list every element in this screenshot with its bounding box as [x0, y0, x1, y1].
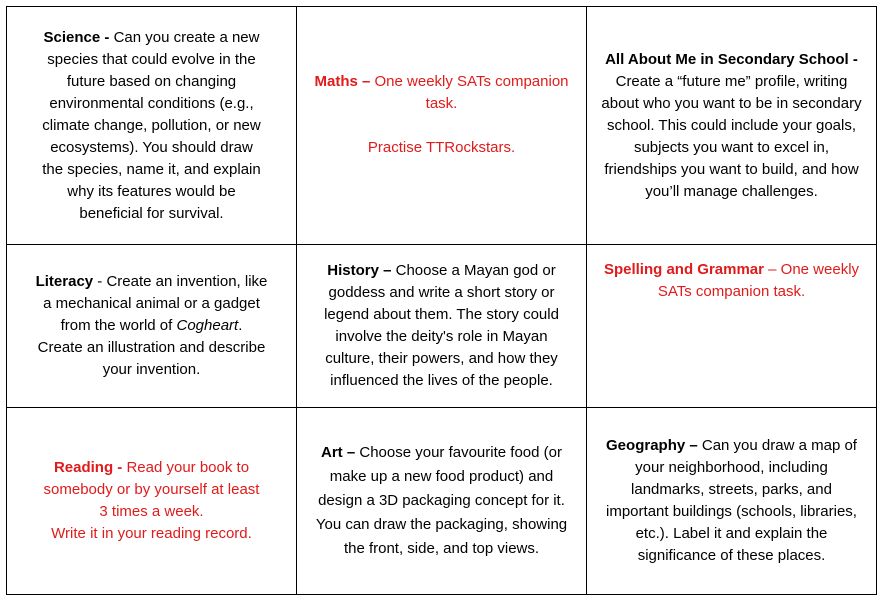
reading-text: Read your book to: [126, 458, 250, 476]
art-text: make up a new food product) and: [329, 467, 554, 485]
reading-text: Write it in your reading record.: [51, 524, 252, 542]
spelling-grammar-cell: [587, 245, 877, 407]
literacy-text: from the world of: [60, 317, 177, 335]
science-text: species that could evolve in the: [47, 50, 256, 68]
science-cell: [7, 7, 297, 245]
secondary-school-text: about who you want to be in secondary: [601, 94, 862, 112]
science-text: Can you create a new: [113, 28, 260, 46]
maths-text: One weekly SATs companion: [374, 72, 569, 90]
science-text: environmental conditions (e.g.,: [49, 94, 254, 112]
history-text: culture, their powers, and how they: [325, 350, 558, 368]
geography-text: important buildings (schools, libraries,: [606, 502, 857, 520]
art-text: the front, side, and top views.: [343, 539, 540, 557]
maths-text: Practise TTRockstars.: [367, 138, 516, 156]
maths-title: Maths –: [314, 72, 375, 90]
science-text: climate change, pollution, or new: [42, 116, 261, 134]
grid-row: [7, 245, 877, 407]
geography-text: your neighborhood, including: [635, 458, 828, 476]
science-text: why its features would be: [67, 182, 236, 200]
science-text: the species, name it, and explain: [42, 160, 261, 178]
history-text: legend about them. The story could: [324, 306, 559, 324]
literacy-title: Literacy: [35, 273, 94, 291]
reading-text: somebody or by yourself at least: [43, 480, 260, 498]
maths-text: task.: [425, 94, 458, 112]
reading-cell: [7, 407, 297, 594]
secondary-school-text: Create a “future me” profile, writing: [615, 72, 848, 90]
secondary-school-text: friendships you want to build, and how: [604, 160, 859, 178]
geography-cell: [587, 407, 877, 594]
art-title: Art –: [321, 443, 360, 461]
literacy-text: your invention.: [102, 361, 201, 379]
history-text: goddess and write a short story or: [328, 284, 555, 302]
spacer: [305, 159, 578, 181]
history-text: involve the deity's role in Mayan: [335, 328, 548, 346]
book-title: Cogheart: [176, 317, 239, 335]
history-text: Choose a Mayan god or: [395, 262, 556, 280]
spelling-grammar-text: – One weekly: [768, 261, 860, 279]
secondary-school-text: you’ll manage challenges.: [645, 182, 818, 200]
reading-title: Reading -: [53, 458, 127, 476]
secondary-school-text: subjects you want to excel in,: [633, 138, 830, 156]
science-text: ecosystems). You should draw: [50, 138, 253, 156]
history-title: History –: [327, 262, 396, 280]
geography-text: landmarks, streets, parks, and: [631, 480, 832, 498]
maths-cell: [297, 7, 587, 245]
reading-text: 3 times a week.: [99, 502, 204, 520]
science-text: beneficial for survival.: [79, 204, 224, 222]
grid-row: [7, 7, 877, 245]
grid-row: [7, 407, 877, 594]
art-text: You can draw the packaging, showing: [315, 515, 568, 533]
science-title: Science -: [43, 28, 114, 46]
history-text: influenced the lives of the people.: [330, 372, 553, 390]
secondary-school-title: All About Me in Secondary School -: [605, 50, 858, 68]
geography-text: etc.). Label it and explain the: [635, 524, 828, 542]
science-text: future based on changing: [66, 72, 237, 90]
art-cell: [297, 407, 587, 594]
secondary-school-text: school. This could include your goals,: [606, 116, 857, 134]
homework-grid: [6, 6, 877, 595]
geography-text: Can you draw a map of: [701, 436, 857, 454]
literacy-text: a mechanical animal or a gadget: [43, 295, 260, 313]
spacer: [305, 115, 578, 137]
spelling-grammar-text: SATs companion task.: [657, 283, 806, 301]
geography-title: Geography –: [606, 436, 702, 454]
spelling-grammar-title: Spelling and Grammar: [603, 261, 769, 279]
literacy-text: - Create an invention, like: [93, 273, 268, 291]
geography-text: significance of these places.: [637, 546, 826, 564]
literacy-cell: [7, 245, 297, 407]
art-text: design a 3D packaging concept for it.: [318, 491, 565, 509]
secondary-school-cell: [587, 7, 877, 245]
literacy-text: .: [238, 317, 243, 335]
art-text: Choose your favourite food (or: [359, 443, 562, 461]
literacy-text: Create an illustration and describe: [37, 339, 266, 357]
history-cell: [297, 245, 587, 407]
